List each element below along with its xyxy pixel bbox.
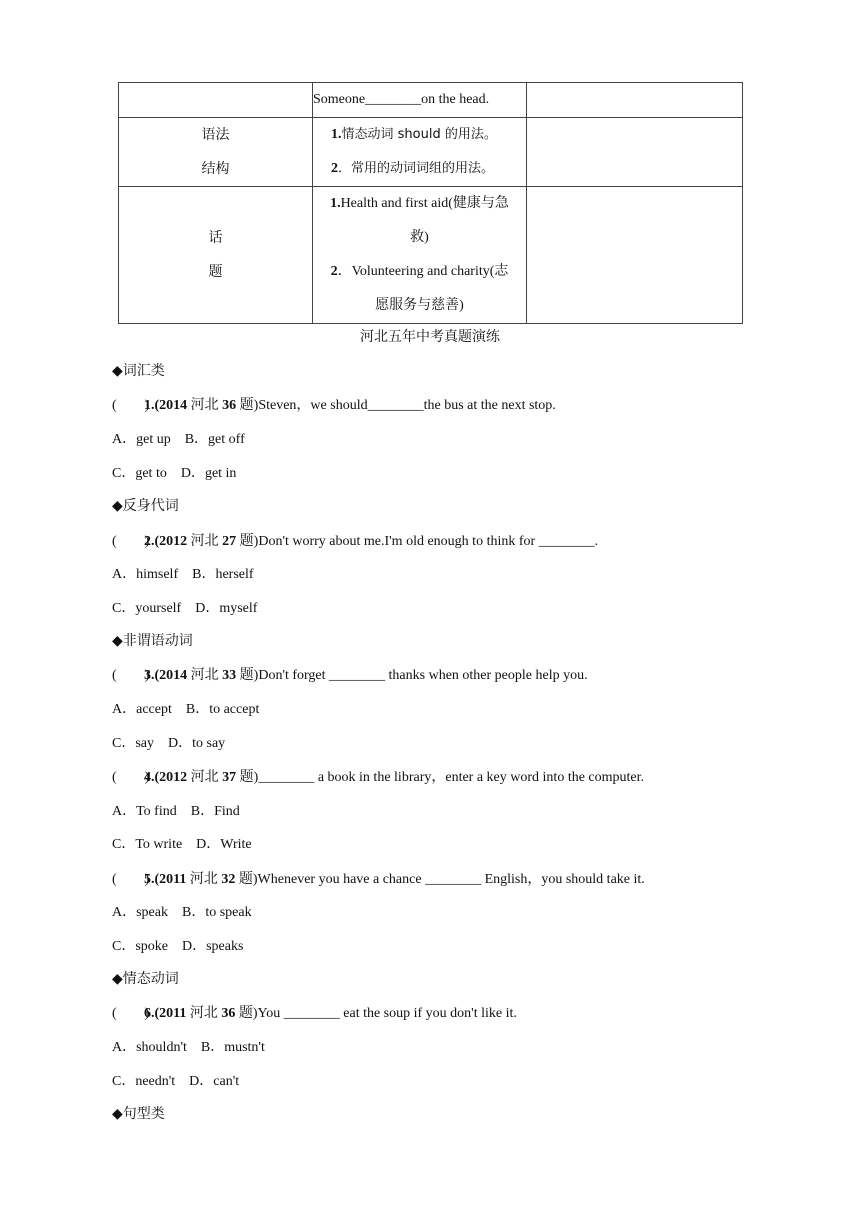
- category-heading: ◆词汇类: [112, 364, 165, 379]
- item-text: Health and first aid(健康与急: [340, 196, 509, 211]
- answer-bracket: ( ): [112, 534, 150, 549]
- question-options: C．get to D．get in: [112, 466, 237, 481]
- table-cell: [119, 83, 313, 118]
- category-heading: ◆句型类: [112, 1107, 165, 1122]
- row-label: 题: [208, 264, 223, 280]
- question-text: 题)Steven，we should________the bus at the next stop.: [236, 398, 556, 413]
- table-cell: [527, 83, 743, 118]
- question-options: C．say D．to say: [112, 736, 226, 751]
- item-number: 2: [331, 161, 338, 176]
- question-options: A．accept B．to accept: [112, 702, 260, 717]
- question-number: 2.(2012: [144, 534, 188, 549]
- question-options: C．To write D．Write: [112, 837, 252, 852]
- question-source: 河北: [186, 1006, 222, 1021]
- question-text: 题)Don't forget ________ thanks when other people help you.: [236, 668, 588, 683]
- question-options: C．spoke D．speaks: [112, 939, 244, 954]
- section-title: 河北五年中考真题演练: [360, 330, 500, 345]
- grammar-content-cell: [313, 118, 527, 187]
- question-text: 题)________ a book in the library，enter a key word into the computer.: [236, 770, 645, 785]
- row-label: 语法: [201, 127, 230, 143]
- category-heading: ◆情态动词: [112, 972, 179, 987]
- question-index: 27: [222, 534, 237, 549]
- answer-bracket: ( ): [112, 398, 150, 413]
- answer-bracket: ( ): [112, 1006, 150, 1021]
- question-number: 4.(2012: [144, 770, 188, 785]
- question-index: 33: [222, 668, 237, 683]
- question-index: 36: [222, 398, 237, 413]
- item-text-continued: 救): [410, 230, 429, 245]
- question-number: 5.(2011: [144, 872, 187, 887]
- grammar-label-cell: [119, 118, 313, 187]
- question-text: 题)You ________ eat the soup if you don't like it.: [235, 1006, 517, 1021]
- table-cell: Someone________on the head.: [313, 83, 527, 118]
- list-item: [331, 152, 526, 186]
- table-row: [119, 118, 743, 187]
- question-source: 河北: [187, 770, 223, 785]
- item-text: 情态动词 should 的用法。: [341, 127, 497, 142]
- question-source: 河北: [187, 668, 223, 683]
- table-row: [119, 83, 743, 118]
- question-source: 河北: [187, 534, 223, 549]
- answer-bracket: ( ): [112, 872, 150, 887]
- question-source: 河北: [186, 872, 222, 887]
- question: [112, 532, 598, 552]
- item-text: ．常用的动词词组的用法。: [338, 161, 495, 176]
- question-text: 题)Whenever you have a chance ________ English，you should take it.: [235, 872, 645, 887]
- item-number: 2: [330, 264, 338, 279]
- question-options: A．To find B．Find: [112, 804, 240, 819]
- question-options: C．yourself D．myself: [112, 601, 258, 616]
- table-cell: [527, 187, 743, 324]
- question: [112, 768, 644, 788]
- question-options: A．speak B．to speak: [112, 905, 252, 920]
- list-item: [331, 118, 526, 152]
- topic-label-cell: [119, 187, 313, 324]
- list-item: [313, 255, 526, 289]
- item-text: ．Volunteering and charity(志: [337, 264, 509, 279]
- answer-bracket: ( ): [112, 668, 150, 683]
- table-row: [119, 187, 743, 324]
- row-label: 结构: [201, 161, 230, 177]
- category-heading: ◆非谓语动词: [112, 634, 193, 649]
- question: [112, 396, 556, 416]
- list-item: [313, 187, 526, 221]
- question-number: 1.(2014: [144, 398, 188, 413]
- question: [112, 666, 588, 686]
- question: [112, 870, 645, 890]
- topic-content-cell: [313, 187, 527, 324]
- question-options: A．himself B．herself: [112, 567, 254, 582]
- question-index: 37: [222, 770, 237, 785]
- row-label: 话: [208, 230, 223, 246]
- question-options: A．get up B．get off: [112, 432, 245, 447]
- question-number: 3.(2014: [144, 668, 188, 683]
- question-source: 河北: [187, 398, 223, 413]
- item-number: 1.: [331, 127, 342, 142]
- question-index: 36: [221, 1006, 236, 1021]
- question-options: A．shouldn't B．mustn't: [112, 1040, 265, 1055]
- table-cell: [527, 118, 743, 187]
- question-number: 6.(2011: [144, 1006, 187, 1021]
- answer-bracket: ( ): [112, 770, 150, 785]
- question: [112, 1004, 517, 1024]
- item-number: 1.: [330, 196, 341, 211]
- category-heading: ◆反身代词: [112, 499, 179, 514]
- summary-table: [118, 82, 743, 324]
- question-text: 题)Don't worry about me.I'm old enough to think for ________.: [236, 534, 599, 549]
- item-text-continued: 愿服务与慈善): [375, 298, 464, 313]
- question-index: 32: [221, 872, 236, 887]
- question-options: C．needn't D．can't: [112, 1074, 240, 1089]
